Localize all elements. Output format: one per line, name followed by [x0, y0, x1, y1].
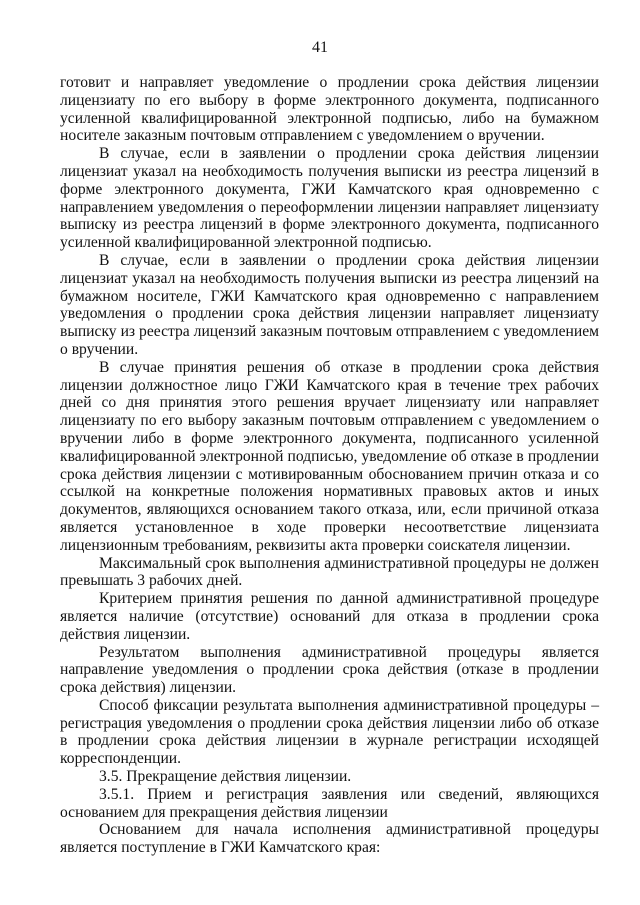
document-body — [60, 74, 599, 857]
paragraph-result-recording: Способ фиксации результата выполнения административной процедуры – регистрация уведомления о продлении срока действия лицензии либо об отказе в продлении срока действия лицензии в журнале регистрации исходящей корреспонденции. — [60, 696, 599, 768]
paragraph-max-duration: Максимальный срок выполнения административной процедуры не должен превышать 3 рабочих дней. — [60, 554, 599, 590]
paragraph-electronic-extract: В случае, если в заявлении о продлении срока действия лицензии лицензиат указал на необходимость получения выписки из реестра лицензий в форме электронного документа, ГЖИ Камчатского края одновременно с направлением уведомления о переоформлении лицензии направляет лицензиату выписку из реестра лицензий в форме электронного документа, подписанного усиленной квалифицированной электронной подписью. — [60, 145, 599, 252]
paragraph-decision-criterion: Критерием принятия решения по данной административной процедуре является наличие (отсутствие) оснований для отказа в продлении срока действия лицензии. — [60, 590, 599, 643]
paragraph-procedure-result: Результатом выполнения административной процедуры является направление уведомления о продлении срока действия (отказе в продлении срока действия) лицензии. — [60, 643, 599, 697]
subsection-heading-3-5-1: 3.5.1. Прием и регистрация заявления или сведений, являющихся основанием для прекращения действия лицензии — [60, 785, 599, 821]
paragraph-procedure-basis: Основанием для начала исполнения административной процедуры является поступление в ГЖИ Камчатского края: — [60, 821, 599, 857]
paragraph-paper-extract: В случае, если в заявлении о продлении срока действия лицензии лицензиат указал на необходимость получения выписки из реестра лицензий на бумажном носителе, ГЖИ Камчатского края одновременно с направлением уведомления о продлении срока действия лицензии направляет лицензиату выписку из реестра лицензий заказным почтовым отправлением с уведомлением о вручении. — [60, 251, 599, 358]
page-number: 41 — [312, 39, 328, 56]
paragraph-refusal-decision: В случае принятия решения об отказе в продлении срока действия лицензии должностное лицо ГЖИ Камчатского края в течение трех рабочих дней со дня принятия этого решения вручает лицензиату или направляет лицензиату по его выбору заказным почтовым отправлением с уведомлением о вручении либо в форме электронного документа, подписанного усиленной квалифицированной электронной подписью, уведомление об отказе в продлении срока действия лицензии с мотивированным обоснованием причин отказа и со ссылкой на конкретные положения нормативных правовых актов и иных документов, являющихся основанием такого отказа, или, если причиной отказа является установленное в ходе проверки несоответствие лицензиата лицензионным требованиям, реквизиты акта проверки соискателя лицензии. — [60, 358, 599, 554]
paragraph-notification-continuation: готовит и направляет уведомление о продлении срока действия лицензии лицензиату по его выбору в форме электронного документа, подписанного усиленной квалифицированной электронной подписью, либо на бумажном носителе заказным почтовым отправлением с уведомлением о вручении. — [60, 74, 599, 145]
section-heading-3-5: 3.5. Прекращение действия лицензии. — [99, 768, 352, 786]
